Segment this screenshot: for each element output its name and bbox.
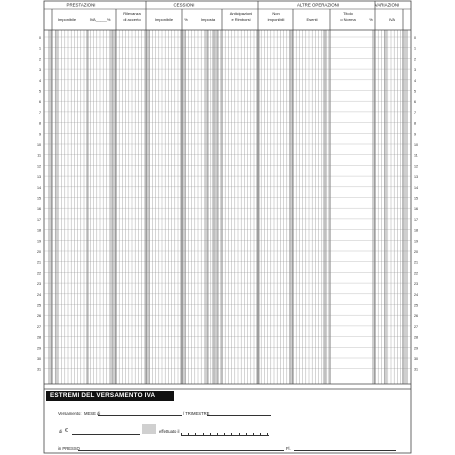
row-number-right: 19: [414, 239, 418, 244]
di-label: di: [59, 429, 63, 434]
shade-band: [48, 30, 52, 384]
importo-field[interactable]: [72, 434, 140, 435]
effettuato-date-field[interactable]: [181, 432, 271, 436]
row-number-right: 6: [414, 100, 416, 105]
row-number-left: 1: [39, 46, 41, 51]
row-number-left: 6: [39, 100, 41, 105]
row-number-left: 29: [37, 346, 41, 351]
row-number-left: 11: [37, 153, 41, 158]
shaded-column-bands: [48, 30, 408, 384]
row-number-left: 23: [37, 282, 41, 287]
row-number-right: 13: [414, 175, 418, 180]
row-number-left: 12: [37, 164, 41, 169]
row-number-right: 10: [414, 143, 418, 147]
col-titolo-line2: o Norma: [340, 17, 356, 22]
row-number-left: 7: [39, 110, 41, 115]
col-rilevanza-line2: di accerto: [123, 17, 141, 22]
row-number-right: 9: [414, 132, 416, 137]
presso-field[interactable]: [78, 450, 284, 451]
shade-band: [110, 30, 116, 384]
col-titolo-line1: Titolo: [343, 11, 353, 16]
row-number-left: 14: [37, 185, 41, 190]
row-numbers-right: [414, 36, 418, 372]
row-number-right: 28: [414, 335, 418, 340]
versamento-label: Versamento:: [58, 411, 82, 416]
row-number-left: 9: [39, 132, 41, 137]
row-number-right: 24: [414, 292, 418, 297]
row-number-left: 25: [37, 303, 41, 308]
row-number-right: 30: [414, 357, 418, 361]
row-number-left: 20: [37, 250, 41, 254]
col-esenti: Esenti: [306, 17, 318, 22]
shade-band: [86, 30, 89, 384]
col-non-imponibili-line2: imponibili: [267, 17, 285, 22]
trimestre-label: / TRIMESTRE: [183, 411, 210, 416]
row-numbers-left: [37, 36, 41, 372]
row-number-right: 3: [414, 68, 416, 73]
row-number-right: 18: [414, 228, 418, 233]
effettuato-label: effettuato il: [159, 429, 180, 434]
col-anticipazioni-line2: e Rimborsi: [231, 17, 251, 22]
row-number-right: 14: [414, 185, 418, 190]
row-number-right: 29: [414, 346, 418, 351]
mese-field[interactable]: [98, 415, 182, 416]
register-frame: [44, 1, 411, 453]
group-cessioni: CESSIONI: [173, 2, 195, 8]
row-lines: [44, 37, 411, 369]
row-number-left: 16: [37, 207, 41, 212]
row-number-right: 7: [414, 110, 416, 115]
row-number-left: 28: [37, 335, 41, 340]
trimestre-field[interactable]: [207, 415, 271, 416]
row-number-right: 11: [414, 153, 418, 158]
shade-band: [146, 30, 150, 384]
group-prestazioni: PRESTAZIONI: [66, 2, 96, 8]
row-number-left: 19: [37, 239, 41, 244]
row-number-right: 5: [414, 89, 416, 94]
row-number-left: 15: [37, 196, 41, 201]
row-number-left: 0: [39, 36, 41, 40]
row-number-right: 8: [414, 121, 416, 126]
row-number-left: 8: [39, 121, 41, 126]
row-number-left: 30: [37, 357, 41, 361]
row-number-right: 0: [414, 36, 416, 40]
col-imponibile-cessioni: Imponibile: [154, 17, 174, 22]
row-number-right: 16: [414, 207, 418, 212]
group-variazioni: VARIAZIONI: [374, 2, 400, 8]
col-percent-variazioni: %: [369, 17, 373, 22]
row-number-left: 18: [37, 228, 41, 233]
row-number-right: 12: [414, 164, 418, 169]
group-altre-operazioni: ALTRE OPERAZIONI: [296, 2, 340, 8]
importo-shaded-box: [142, 424, 156, 434]
col-anticipazioni-line1: Anticipazioni: [229, 11, 253, 16]
row-number-left: 3: [39, 68, 41, 73]
row-number-right: 17: [414, 217, 418, 222]
row-number-right: 31: [414, 367, 418, 372]
row-number-right: 1: [414, 46, 416, 51]
row-number-right: 4: [414, 78, 416, 83]
row-number-right: 25: [414, 303, 418, 308]
col-iva-variazioni: IVA: [388, 17, 396, 22]
shade-band: [55, 30, 58, 384]
row-number-left: 22: [37, 271, 41, 276]
row-number-left: 17: [37, 217, 41, 222]
col-imponibile-prestazioni: Imponibile: [57, 17, 77, 22]
row-number-left: 31: [37, 367, 41, 372]
row-number-right: 15: [414, 196, 418, 201]
header-structure: [44, 9, 411, 389]
row-number-right: 26: [414, 314, 418, 319]
shade-band: [372, 30, 375, 384]
row-number-left: 10: [37, 143, 41, 147]
row-number-right: 21: [414, 260, 418, 265]
versamento-title: ESTREMI DEL VERSAMENTO IVA: [46, 391, 174, 401]
row-number-right: 2: [414, 57, 416, 62]
col-non-imponibili-line1: Non: [272, 11, 280, 16]
presso-label: in PRESSO: [58, 446, 80, 451]
row-number-right: 23: [414, 282, 418, 287]
shade-band: [205, 30, 209, 384]
mese-label: MESE di: [84, 411, 101, 416]
row-number-right: 22: [414, 271, 418, 276]
row-number-left: 24: [37, 292, 41, 297]
shade-band: [404, 30, 408, 384]
shade-band: [289, 30, 293, 384]
col-iva-prestazioni: IVA_____%: [89, 17, 111, 22]
row-number-right: 27: [414, 324, 418, 329]
col-imposta: Imposta: [200, 17, 216, 22]
row-number-left: 27: [37, 324, 41, 329]
row-number-left: 2: [39, 57, 41, 62]
euro-icon: €: [65, 427, 68, 434]
fl-label: Fl.: [286, 446, 291, 451]
row-number-left: 5: [39, 89, 41, 94]
date-baseline: [181, 435, 269, 436]
row-number-left: 13: [37, 175, 41, 180]
col-rilevanza-line1: Rilevanza: [123, 11, 141, 16]
row-number-left: 4: [39, 78, 41, 83]
versamento-section: [44, 389, 411, 453]
row-number-left: 26: [37, 314, 41, 319]
shade-band: [384, 30, 387, 384]
row-number-left: 21: [37, 260, 41, 265]
col-percent-cessioni: %: [184, 17, 188, 22]
shade-band: [212, 30, 219, 384]
fl-field[interactable]: [294, 450, 396, 451]
row-number-right: 20: [414, 250, 418, 254]
